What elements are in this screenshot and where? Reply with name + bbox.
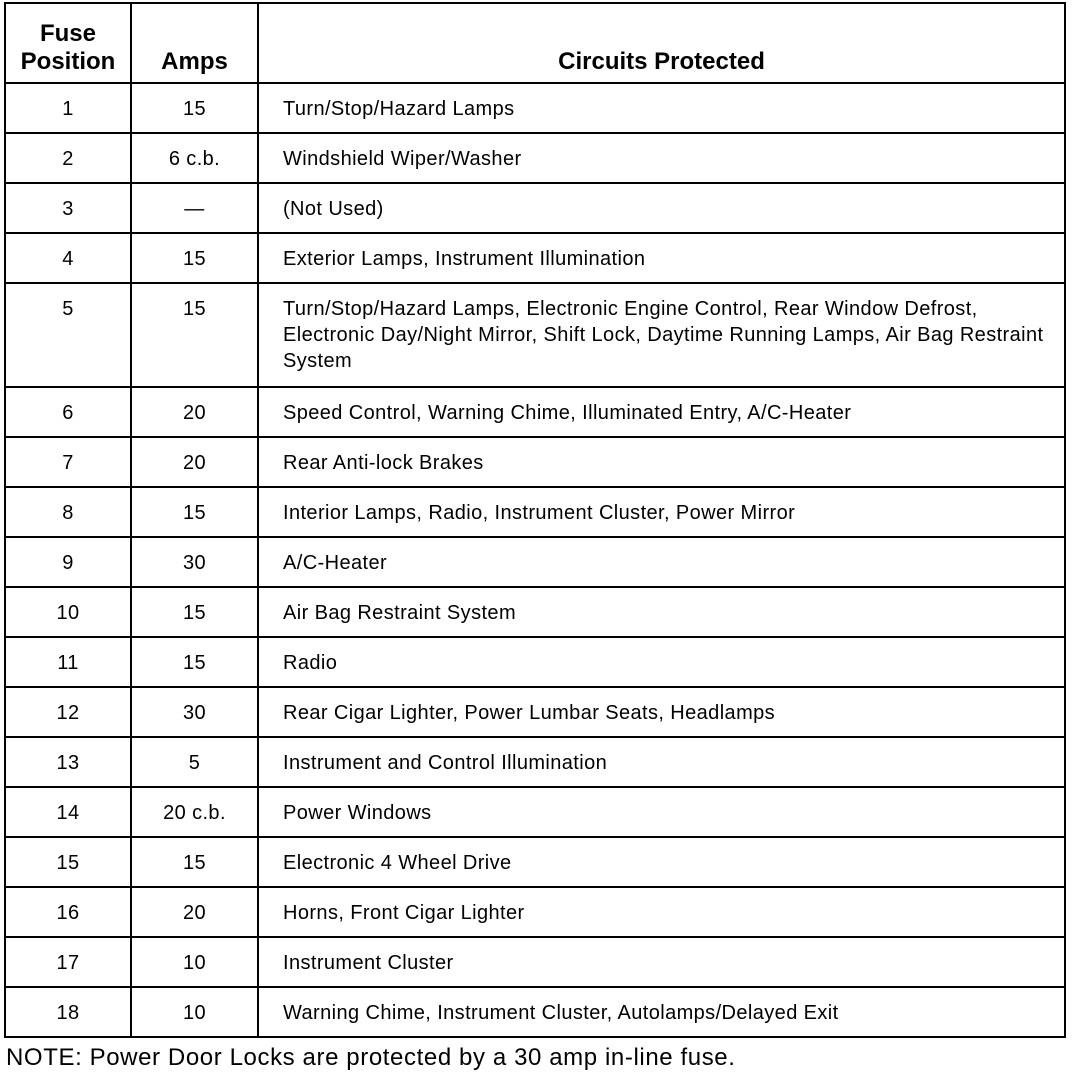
fuse-amps: 15	[131, 83, 258, 133]
fuse-position: 9	[5, 537, 131, 587]
fuse-position: 15	[5, 837, 131, 887]
fuse-circuits: Horns, Front Cigar Lighter	[258, 887, 1065, 937]
fuse-amps: 10	[131, 987, 258, 1037]
fuse-position: 2	[5, 133, 131, 183]
fuse-amps: 30	[131, 687, 258, 737]
fuse-position: 3	[5, 183, 131, 233]
header-circuits-protected: Circuits Protected	[258, 3, 1065, 83]
fuse-position: 12	[5, 687, 131, 737]
fuse-circuits: A/C-Heater	[258, 537, 1065, 587]
fuse-circuits: Warning Chime, Instrument Cluster, Autolamps/Delayed Exit	[258, 987, 1065, 1037]
fuse-position: 13	[5, 737, 131, 787]
fuse-position: 8	[5, 487, 131, 537]
table-row	[5, 83, 1065, 133]
fuse-circuits: Turn/Stop/Hazard Lamps	[258, 83, 1065, 133]
fuse-amps: 15	[131, 487, 258, 537]
table-row	[5, 487, 1065, 537]
fuse-circuits: Interior Lamps, Radio, Instrument Cluster, Power Mirror	[258, 487, 1065, 537]
fuse-amps: 20	[131, 887, 258, 937]
table-row	[5, 183, 1065, 233]
table-row	[5, 937, 1065, 987]
fuse-amps: 15	[131, 283, 258, 387]
fuse-amps: 10	[131, 937, 258, 987]
fuse-amps: 15	[131, 587, 258, 637]
table-row	[5, 637, 1065, 687]
fuse-amps: 20	[131, 437, 258, 487]
fuse-amps: 15	[131, 233, 258, 283]
fuse-circuits: Speed Control, Warning Chime, Illuminated Entry, A/C-Heater	[258, 387, 1065, 437]
fuse-circuits: Instrument and Control Illumination	[258, 737, 1065, 787]
fuse-table	[4, 2, 1066, 1038]
fuse-circuits: Exterior Lamps, Instrument Illumination	[258, 233, 1065, 283]
table-row	[5, 987, 1065, 1037]
fuse-position: 10	[5, 587, 131, 637]
header-fuse-label: Fuse	[39, 20, 96, 47]
header-row	[5, 3, 1065, 83]
fuse-position: 18	[5, 987, 131, 1037]
table-row	[5, 737, 1065, 787]
table-row	[5, 133, 1065, 183]
table-row	[5, 283, 1065, 387]
fuse-amps: 6 c.b.	[131, 133, 258, 183]
fuse-circuits: Rear Cigar Lighter, Power Lumbar Seats, Headlamps	[258, 687, 1065, 737]
fuse-circuits: Power Windows	[258, 787, 1065, 837]
table-row	[5, 437, 1065, 487]
fuse-circuits: Radio	[258, 637, 1065, 687]
fuse-circuits: Instrument Cluster	[258, 937, 1065, 987]
fuse-position: 14	[5, 787, 131, 837]
fuse-position: 6	[5, 387, 131, 437]
fuse-position: 7	[5, 437, 131, 487]
fuse-circuits: Windshield Wiper/Washer	[258, 133, 1065, 183]
header-amps: Amps	[131, 3, 258, 83]
fuse-amps: 15	[131, 837, 258, 887]
fuse-position: 4	[5, 233, 131, 283]
fuse-amps: 15	[131, 637, 258, 687]
fuse-position: 1	[5, 83, 131, 133]
fuse-amps: 30	[131, 537, 258, 587]
table-row	[5, 587, 1065, 637]
fuse-position: 11	[5, 637, 131, 687]
table-row	[5, 387, 1065, 437]
fuse-circuits: Air Bag Restraint System	[258, 587, 1065, 637]
fuse-circuits: (Not Used)	[258, 183, 1065, 233]
fuse-circuits: Turn/Stop/Hazard Lamps, Electronic Engine Control, Rear Window Defrost, Electronic Day/Night Mirror, Shift Lock, Daytime Running Lamps, Air Bag Restraint System	[258, 283, 1065, 387]
fuse-amps: 5	[131, 737, 258, 787]
fuse-amps: —	[131, 183, 258, 233]
table-row	[5, 787, 1065, 837]
header-fuse-position	[5, 3, 131, 83]
fuse-amps: 20	[131, 387, 258, 437]
table-row	[5, 837, 1065, 887]
fuse-circuits: Rear Anti-lock Brakes	[258, 437, 1065, 487]
table-row	[5, 687, 1065, 737]
fuse-position: 16	[5, 887, 131, 937]
fuse-amps: 20 c.b.	[131, 787, 258, 837]
table-row	[5, 537, 1065, 587]
footnote: NOTE: Power Door Locks are protected by a 30 amp in-line fuse.	[6, 1044, 736, 1071]
table-row	[5, 887, 1065, 937]
table-row	[5, 233, 1065, 283]
header-position-label: Position	[20, 48, 116, 75]
fuse-circuits: Electronic 4 Wheel Drive	[258, 837, 1065, 887]
fuse-position: 5	[5, 283, 131, 387]
fuse-position: 17	[5, 937, 131, 987]
